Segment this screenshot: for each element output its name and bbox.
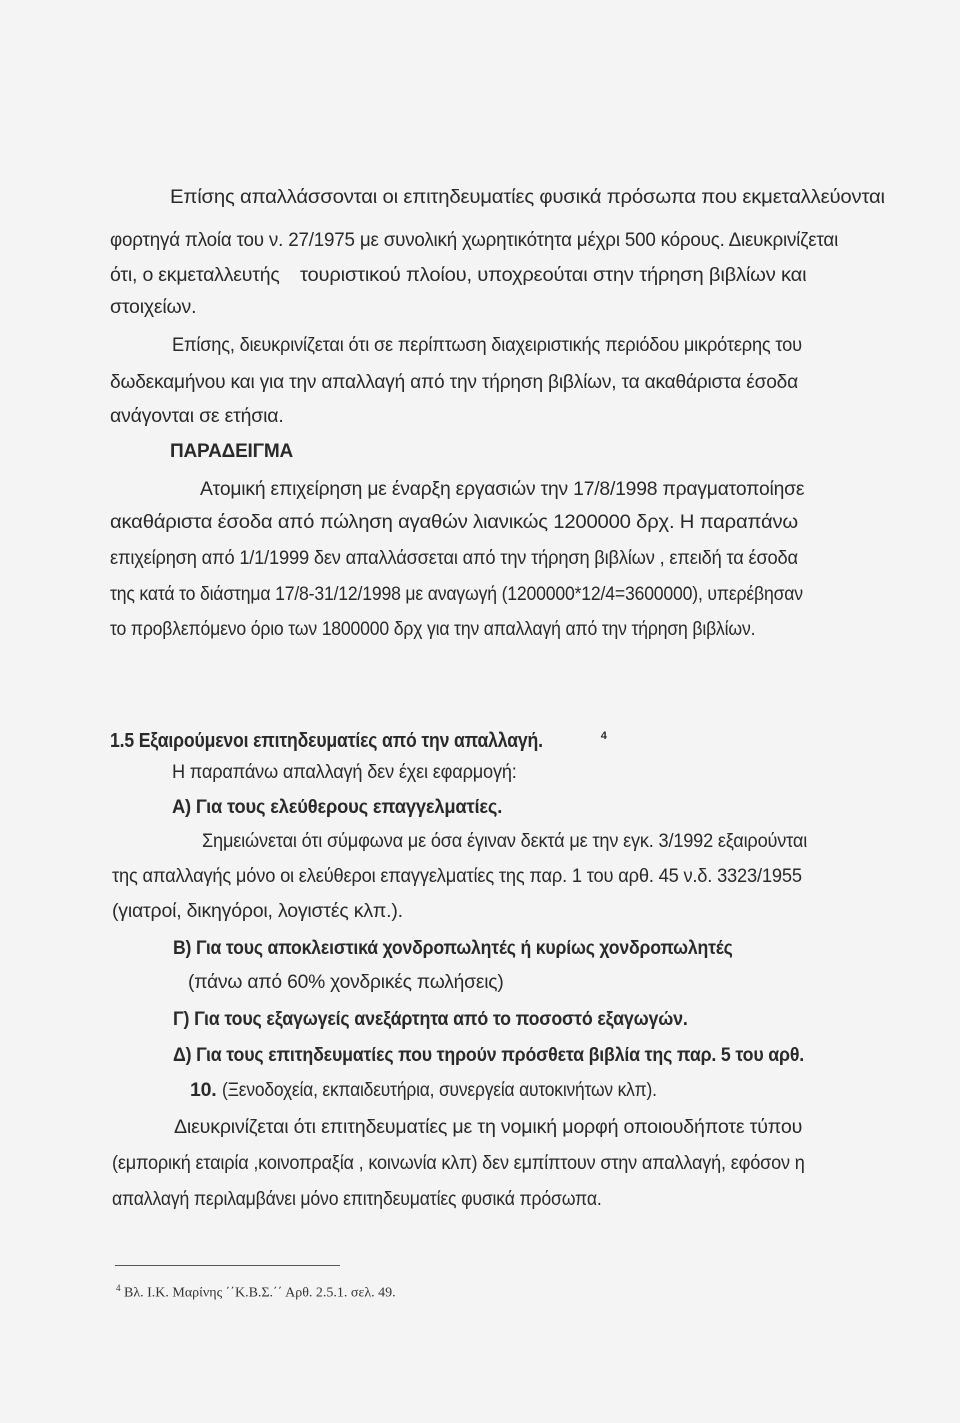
para2-line3: ανάγονται σε ετήσια.	[110, 405, 284, 427]
footnote-text: Βλ. Ι.Κ. Μαρίνης ΄΄Κ.Β.Σ.΄΄ Αρθ. 2.5.1. σελ. 49.	[124, 1285, 396, 1301]
section-intro: Η παραπάνω απαλλαγή δεν έχει εφαρμογή:	[172, 761, 517, 783]
item-a-line2: της απαλλαγής μόνο οι ελεύθεροι επαγγελματίες της παρ. 1 του αρθ. 45 ν.δ. 3323/1955	[112, 865, 802, 887]
para1-line3-a: ότι, ο εκμεταλλευτής	[110, 264, 280, 286]
para1-line3-b: τουριστικού πλοίου, υποχρεούται στην τήρηση βιβλίων και	[300, 264, 807, 286]
clarification-line1: Διευκρινίζεται ότι επιτηδευματίες με τη νομική μορφή οποιουδήποτε τύπου	[174, 1116, 803, 1138]
example-line3: επιχείρηση από 1/1/1999 δεν απαλλάσσεται από την τήρηση βιβλίων , επειδή τα έσοδα	[110, 547, 798, 569]
para1-line4: στοιχείων.	[110, 296, 197, 318]
footnote-reference: 4	[600, 730, 607, 742]
item-a-title: Α) Για τους ελεύθερους επαγγελματίες.	[172, 796, 503, 818]
example-line1: Ατομική επιχείρηση με έναρξη εργασιών την 17/8/1998 πραγματοποίησε	[200, 478, 805, 500]
example-heading: ΠΑΡΑΔΕΙΓΜΑ	[170, 441, 294, 462]
para2-line2: δωδεκαμήνου και για την απαλλαγή από την τήρηση βιβλίων, τα ακαθάριστα έσοδα	[110, 371, 798, 393]
item-a-line3: (γιατροί, δικηγόροι, λογιστές κλπ.).	[112, 900, 403, 922]
clarification-line2: (εμπορική εταιρία ,κοινοπραξία , κοινωνία κλπ) δεν εμπίπτουν στην απαλλαγή, εφόσον η	[112, 1152, 805, 1174]
item-b-title: Β) Για τους αποκλειστικά χονδροπωλητές ή κυρίως χονδροπωλητές	[173, 937, 733, 959]
item-c-title: Γ) Για τους εξαγωγείς ανεξάρτητα από το ποσοστό εξαγωγών.	[173, 1008, 688, 1030]
item-d-title: Δ) Για τους επιτηδευματίες που τηρούν πρόσθετα βιβλία της παρ. 5 του αρθ.	[173, 1044, 805, 1066]
section-title-text: 1.5 Εξαιρούμενοι επιτηδευματίες από την απαλλαγή.	[110, 729, 543, 752]
item-d-line2	[190, 1078, 709, 1102]
example-line5: το προβλεπόμενο όριο των 1800000 δρχ για την απαλλαγή από την τήρηση βιβλίων.	[110, 618, 756, 640]
item-d-line2-number: 10.	[190, 1079, 217, 1101]
footnote-marker: 4	[116, 1283, 121, 1293]
footnote	[116, 1279, 396, 1303]
item-d-line2-text: (Ξενοδοχεία, εκπαιδευτήρια, συνεργεία αυτοκινήτων κλπ).	[221, 1079, 657, 1101]
para1-line3	[110, 263, 806, 287]
para2-line1: Επίσης, διευκρινίζεται ότι σε περίπτωση διαχειριστικής περιόδου μικρότερης του	[172, 334, 802, 356]
clarification-line3: απαλλαγή περιλαμβάνει μόνο επιτηδευματίες φυσικά πρόσωπα.	[112, 1188, 602, 1210]
example-line2: ακαθάριστα έσοδα από πώληση αγαθών λιανικώς 1200000 δρχ. Η παραπάνω	[110, 511, 799, 533]
example-line4: της κατά το διάστημα 17/8-31/12/1998 με αναγωγή (1200000*12/4=3600000), υπερέβησαν	[110, 583, 803, 605]
footnote-divider	[115, 1265, 340, 1266]
para1-line2: φορτηγά πλοία του ν. 27/1975 με συνολική χωρητικότητα μέχρι 500 κόρους. Διευκρινίζεται	[110, 229, 839, 251]
para1-line1: Επίσης απαλλάσσονται οι επιτηδευματίες φυσικά πρόσωπα που εκμεταλλεύονται	[170, 186, 885, 208]
section-title	[110, 724, 607, 753]
item-b-line1: (πάνω από 60% χονδρικές πωλήσεις)	[188, 971, 504, 993]
item-a-line1: Σημειώνεται ότι σύμφωνα με όσα έγιναν δεκτά με την εγκ. 3/1992 εξαιρούνται	[202, 830, 808, 852]
